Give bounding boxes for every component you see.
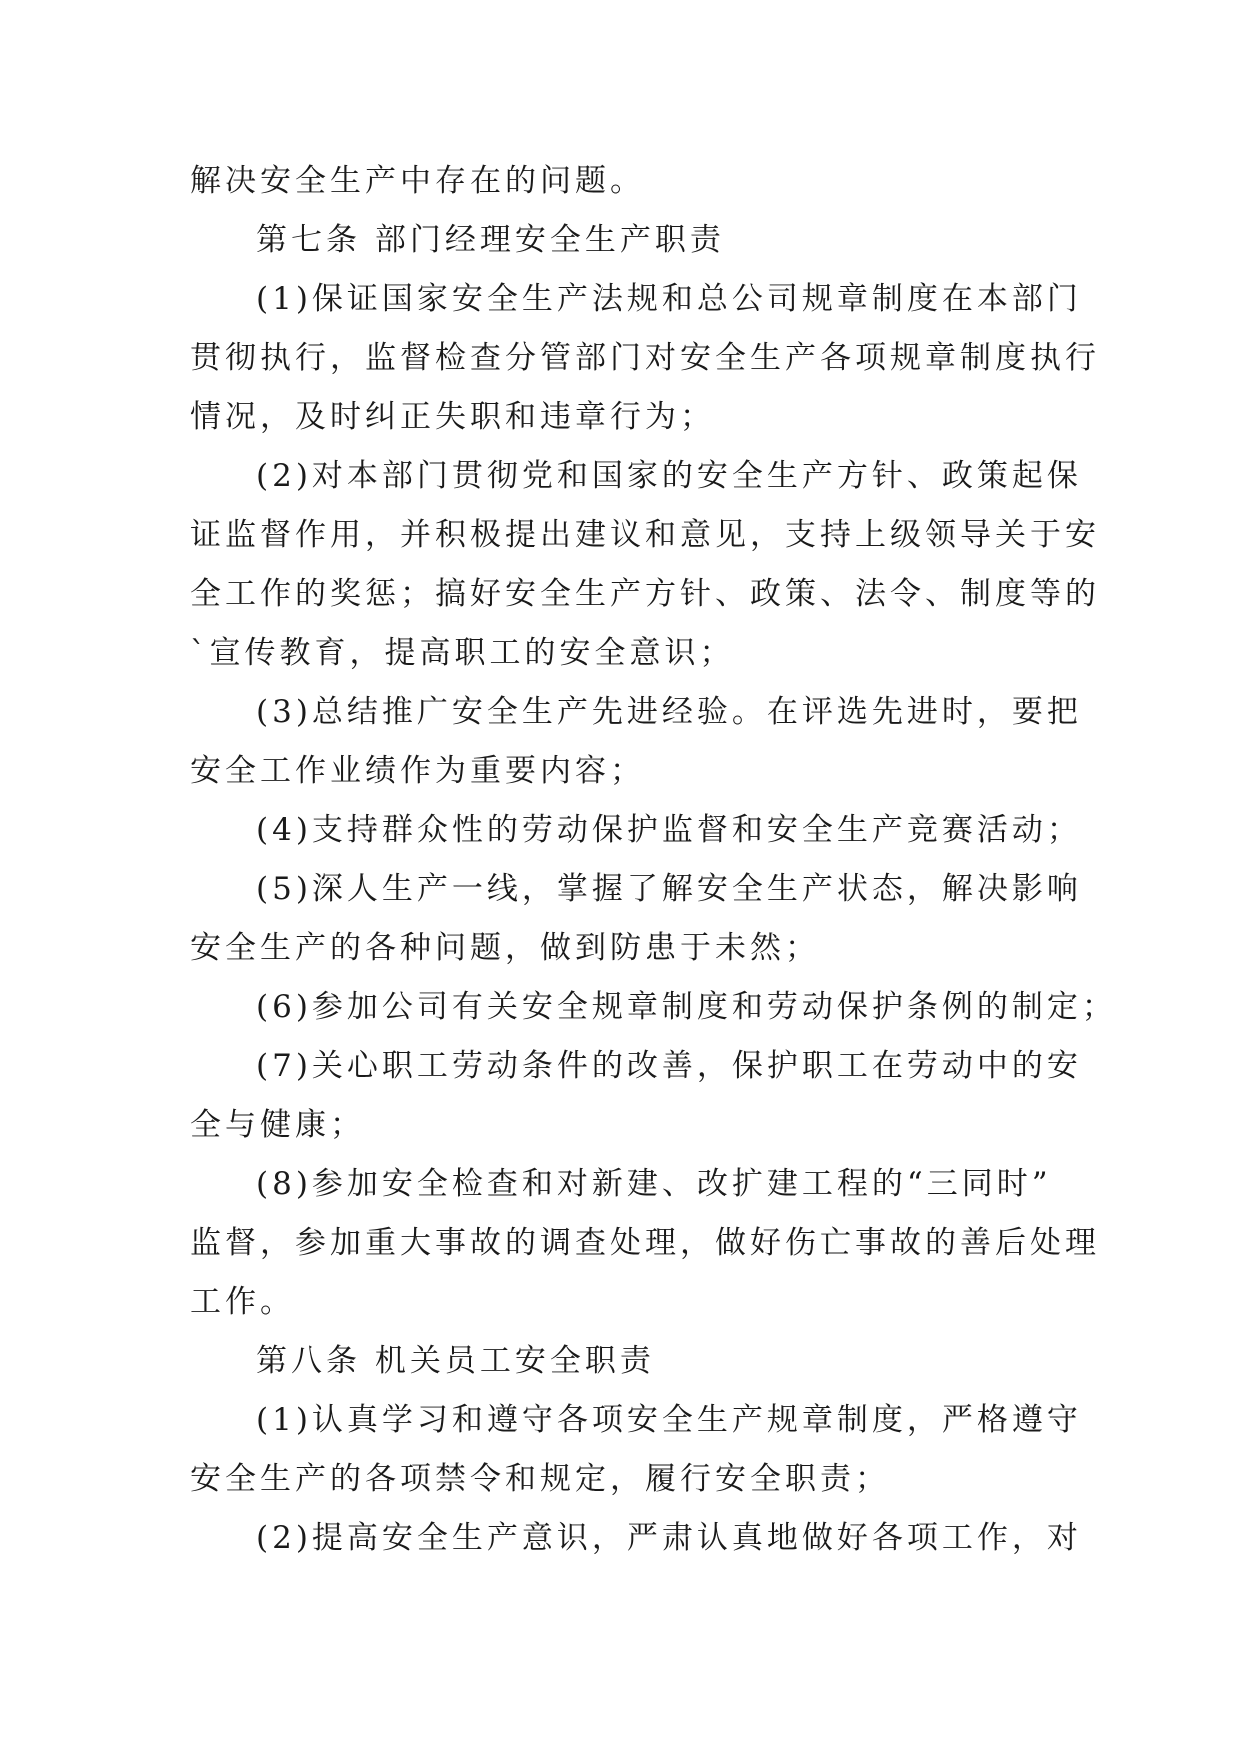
text-line: (7)关心职工劳动条件的改善，保护职工在劳动中的安 bbox=[256, 1048, 1082, 1084]
text-line: 工作。 bbox=[190, 1284, 295, 1320]
text-line: (2)对本部门贯彻党和国家的安全生产方针、政策起保 bbox=[256, 458, 1082, 494]
text-line: 监督，参加重大事故的调查处理，做好伤亡事故的善后处理 bbox=[190, 1225, 1100, 1261]
text-line: (2)提高安全生产意识，严肃认真地做好各项工作，对 bbox=[256, 1520, 1082, 1556]
text-line: (5)深人生产一线，掌握了解安全生产状态，解决影响 bbox=[256, 871, 1082, 907]
text-line: 全工作的奖惩；搞好安全生产方针、政策、法令、制度等的 bbox=[190, 576, 1100, 612]
text-line: 安全生产的各项禁令和规定，履行安全职责； bbox=[190, 1461, 890, 1497]
section-heading: 第七条 部门经理安全生产职责 bbox=[256, 222, 725, 258]
text-line: 情况，及时纠正失职和违章行为； bbox=[190, 399, 715, 435]
text-line: (4)支持群众性的劳动保护监督和安全生产竞赛活动； bbox=[256, 812, 1082, 848]
text-line: (1)保证国家安全生产法规和总公司规章制度在本部门 bbox=[256, 281, 1082, 317]
text-line: `宣传教育，提高职工的安全意识； bbox=[190, 635, 735, 671]
text-line: 安全生产的各种问题，做到防患于未然； bbox=[190, 930, 820, 966]
document-body bbox=[190, 152, 1117, 1568]
text-line: (3)总结推广安全生产先进经验。在评选先进时，要把 bbox=[256, 694, 1082, 730]
text-line: 解决安全生产中存在的问题。 bbox=[190, 163, 645, 199]
section-heading: 第八条 机关员工安全职责 bbox=[256, 1343, 655, 1379]
text-line: (6)参加公司有关安全规章制度和劳动保护条例的制定； bbox=[256, 989, 1117, 1025]
text-line: 全与健康； bbox=[190, 1107, 365, 1143]
text-line: (1)认真学习和遵守各项安全生产规章制度，严格遵守 bbox=[256, 1402, 1082, 1438]
text-line: (8)参加安全检查和对新建、改扩建工程的“三同时” bbox=[256, 1166, 1052, 1202]
text-line: 证监督作用，并积极提出建议和意见，支持上级领导关于安 bbox=[190, 517, 1100, 553]
text-line: 贯彻执行，监督检查分管部门对安全生产各项规章制度执行 bbox=[190, 340, 1100, 376]
text-line: 安全工作业绩作为重要内容； bbox=[190, 753, 645, 789]
